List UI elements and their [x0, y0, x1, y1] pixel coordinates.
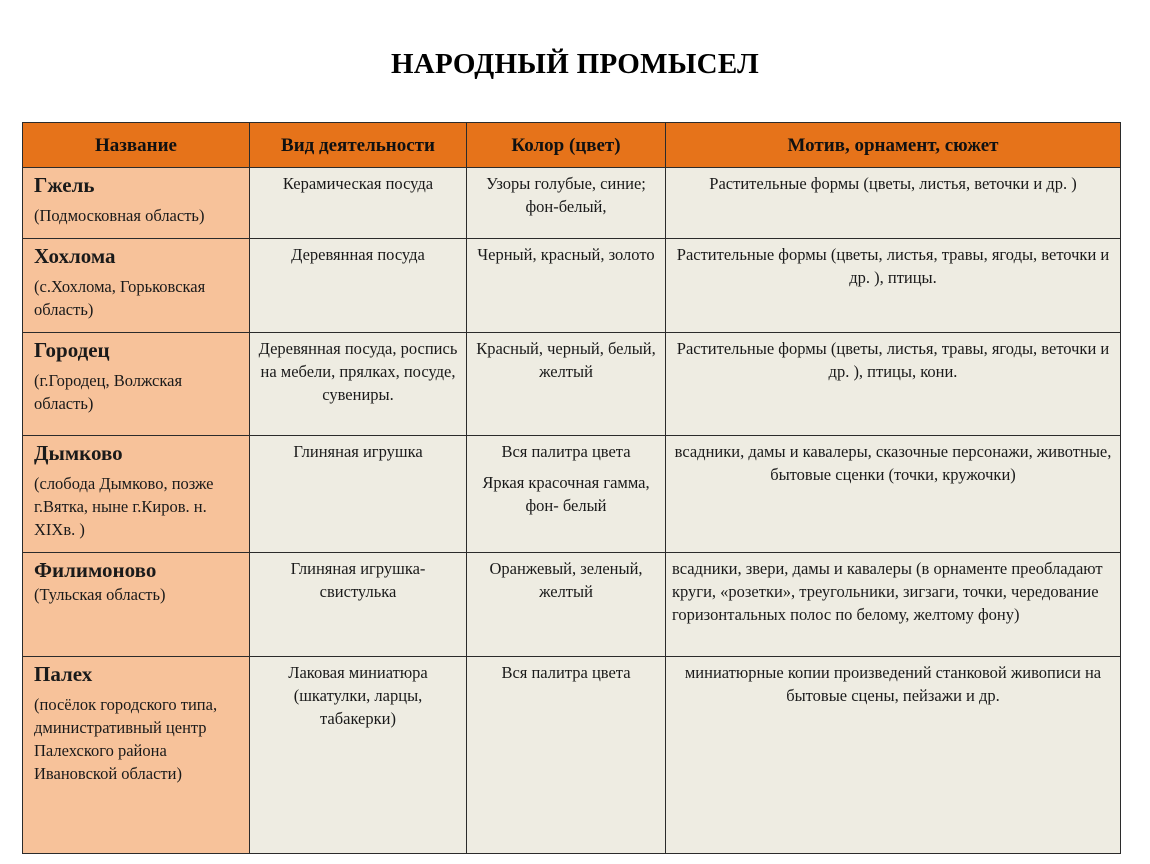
- table-row: [23, 657, 1121, 854]
- table-row: [23, 239, 1121, 333]
- craft-name: Городец: [34, 338, 110, 362]
- activity-cell: Деревянная посуда, роспись на мебели, прялках, посуде, сувениры.: [250, 333, 467, 436]
- motif-cell: Растительные формы (цветы, листья, веточки и др. ): [666, 168, 1121, 239]
- motif-cell: Растительные формы (цветы, листья, травы, ягоды, веточки и др. ), птицы, кони.: [666, 333, 1121, 436]
- craft-name-cell: [23, 657, 250, 854]
- header-color: Колор (цвет): [467, 123, 666, 168]
- craft-region: (Тульская область): [34, 585, 166, 604]
- table-header-row: [23, 123, 1121, 168]
- activity-cell: Керамическая посуда: [250, 168, 467, 239]
- color-cell: Черный, красный, золото: [467, 239, 666, 333]
- table-row: [23, 553, 1121, 657]
- table-row: [23, 436, 1121, 553]
- color-cell: Красный, черный, белый, желтый: [467, 333, 666, 436]
- activity-cell: Глиняная игрушка: [250, 436, 467, 553]
- color-cell: Узоры голубые, синие; фон-белый,: [467, 168, 666, 239]
- motif-cell: миниатюрные копии произведений станковой живописи на бытовые сцены, пейзажи и др.: [666, 657, 1121, 854]
- craft-name: Гжель: [34, 173, 95, 197]
- color-cell: Оранжевый, зеленый, желтый: [467, 553, 666, 657]
- header-motif: Мотив, орнамент, сюжет: [666, 123, 1121, 168]
- craft-name: Филимоново: [34, 558, 157, 582]
- craft-name: Палех: [34, 662, 93, 686]
- header-name: Название: [23, 123, 250, 168]
- craft-region: (г.Городец, Волжская область): [34, 371, 183, 413]
- color-cell: [467, 436, 666, 553]
- activity-cell: Глиняная игрушка-свистулька: [250, 553, 467, 657]
- table-row: [23, 168, 1121, 239]
- craft-name-cell: [23, 168, 250, 239]
- table-row: [23, 333, 1121, 436]
- color-cell: Вся палитра цвета: [467, 657, 666, 854]
- craft-region: (Подмосковная область): [34, 206, 205, 225]
- craft-name-cell: [23, 553, 250, 657]
- activity-cell: Деревянная посуда: [250, 239, 467, 333]
- craft-name: Дымково: [34, 441, 123, 465]
- craft-name: Хохлома: [34, 244, 116, 268]
- motif-cell: всадники, звери, дамы и кавалеры (в орнаменте преобладают круги, «розетки», треугольники, зигзаги, точки, чередование горизонтальных полос по белому, желтому фону): [666, 553, 1121, 657]
- craft-name-cell: [23, 333, 250, 436]
- crafts-table: [22, 122, 1121, 854]
- page-title: НАРОДНЫЙ ПРОМЫСЕЛ: [390, 48, 760, 80]
- craft-region: (слобода Дымково, позже г.Вятка, ныне г.Киров. н. XIXв. ): [34, 474, 214, 539]
- color-palette-text: Вся палитра цвета: [501, 442, 631, 461]
- color-extra-text: Яркая красочная гамма, фон- белый: [482, 473, 650, 515]
- activity-cell: Лаковая миниатюра (шкатулки, ларцы, табакерки): [250, 657, 467, 854]
- header-activity: Вид деятельности: [250, 123, 467, 168]
- motif-cell: всадники, дамы и кавалеры, сказочные персонажи, животные, бытовые сценки (точки, кружочки): [666, 436, 1121, 553]
- craft-region: (с.Хохлома, Горьковская область): [34, 277, 206, 319]
- craft-region: (посёлок городского типа, дминистративный центр Палехского района Ивановской области): [34, 695, 218, 783]
- motif-cell: Растительные формы (цветы, листья, травы, ягоды, веточки и др. ), птицы.: [666, 239, 1121, 333]
- craft-name-cell: [23, 239, 250, 333]
- craft-name-cell: [23, 436, 250, 553]
